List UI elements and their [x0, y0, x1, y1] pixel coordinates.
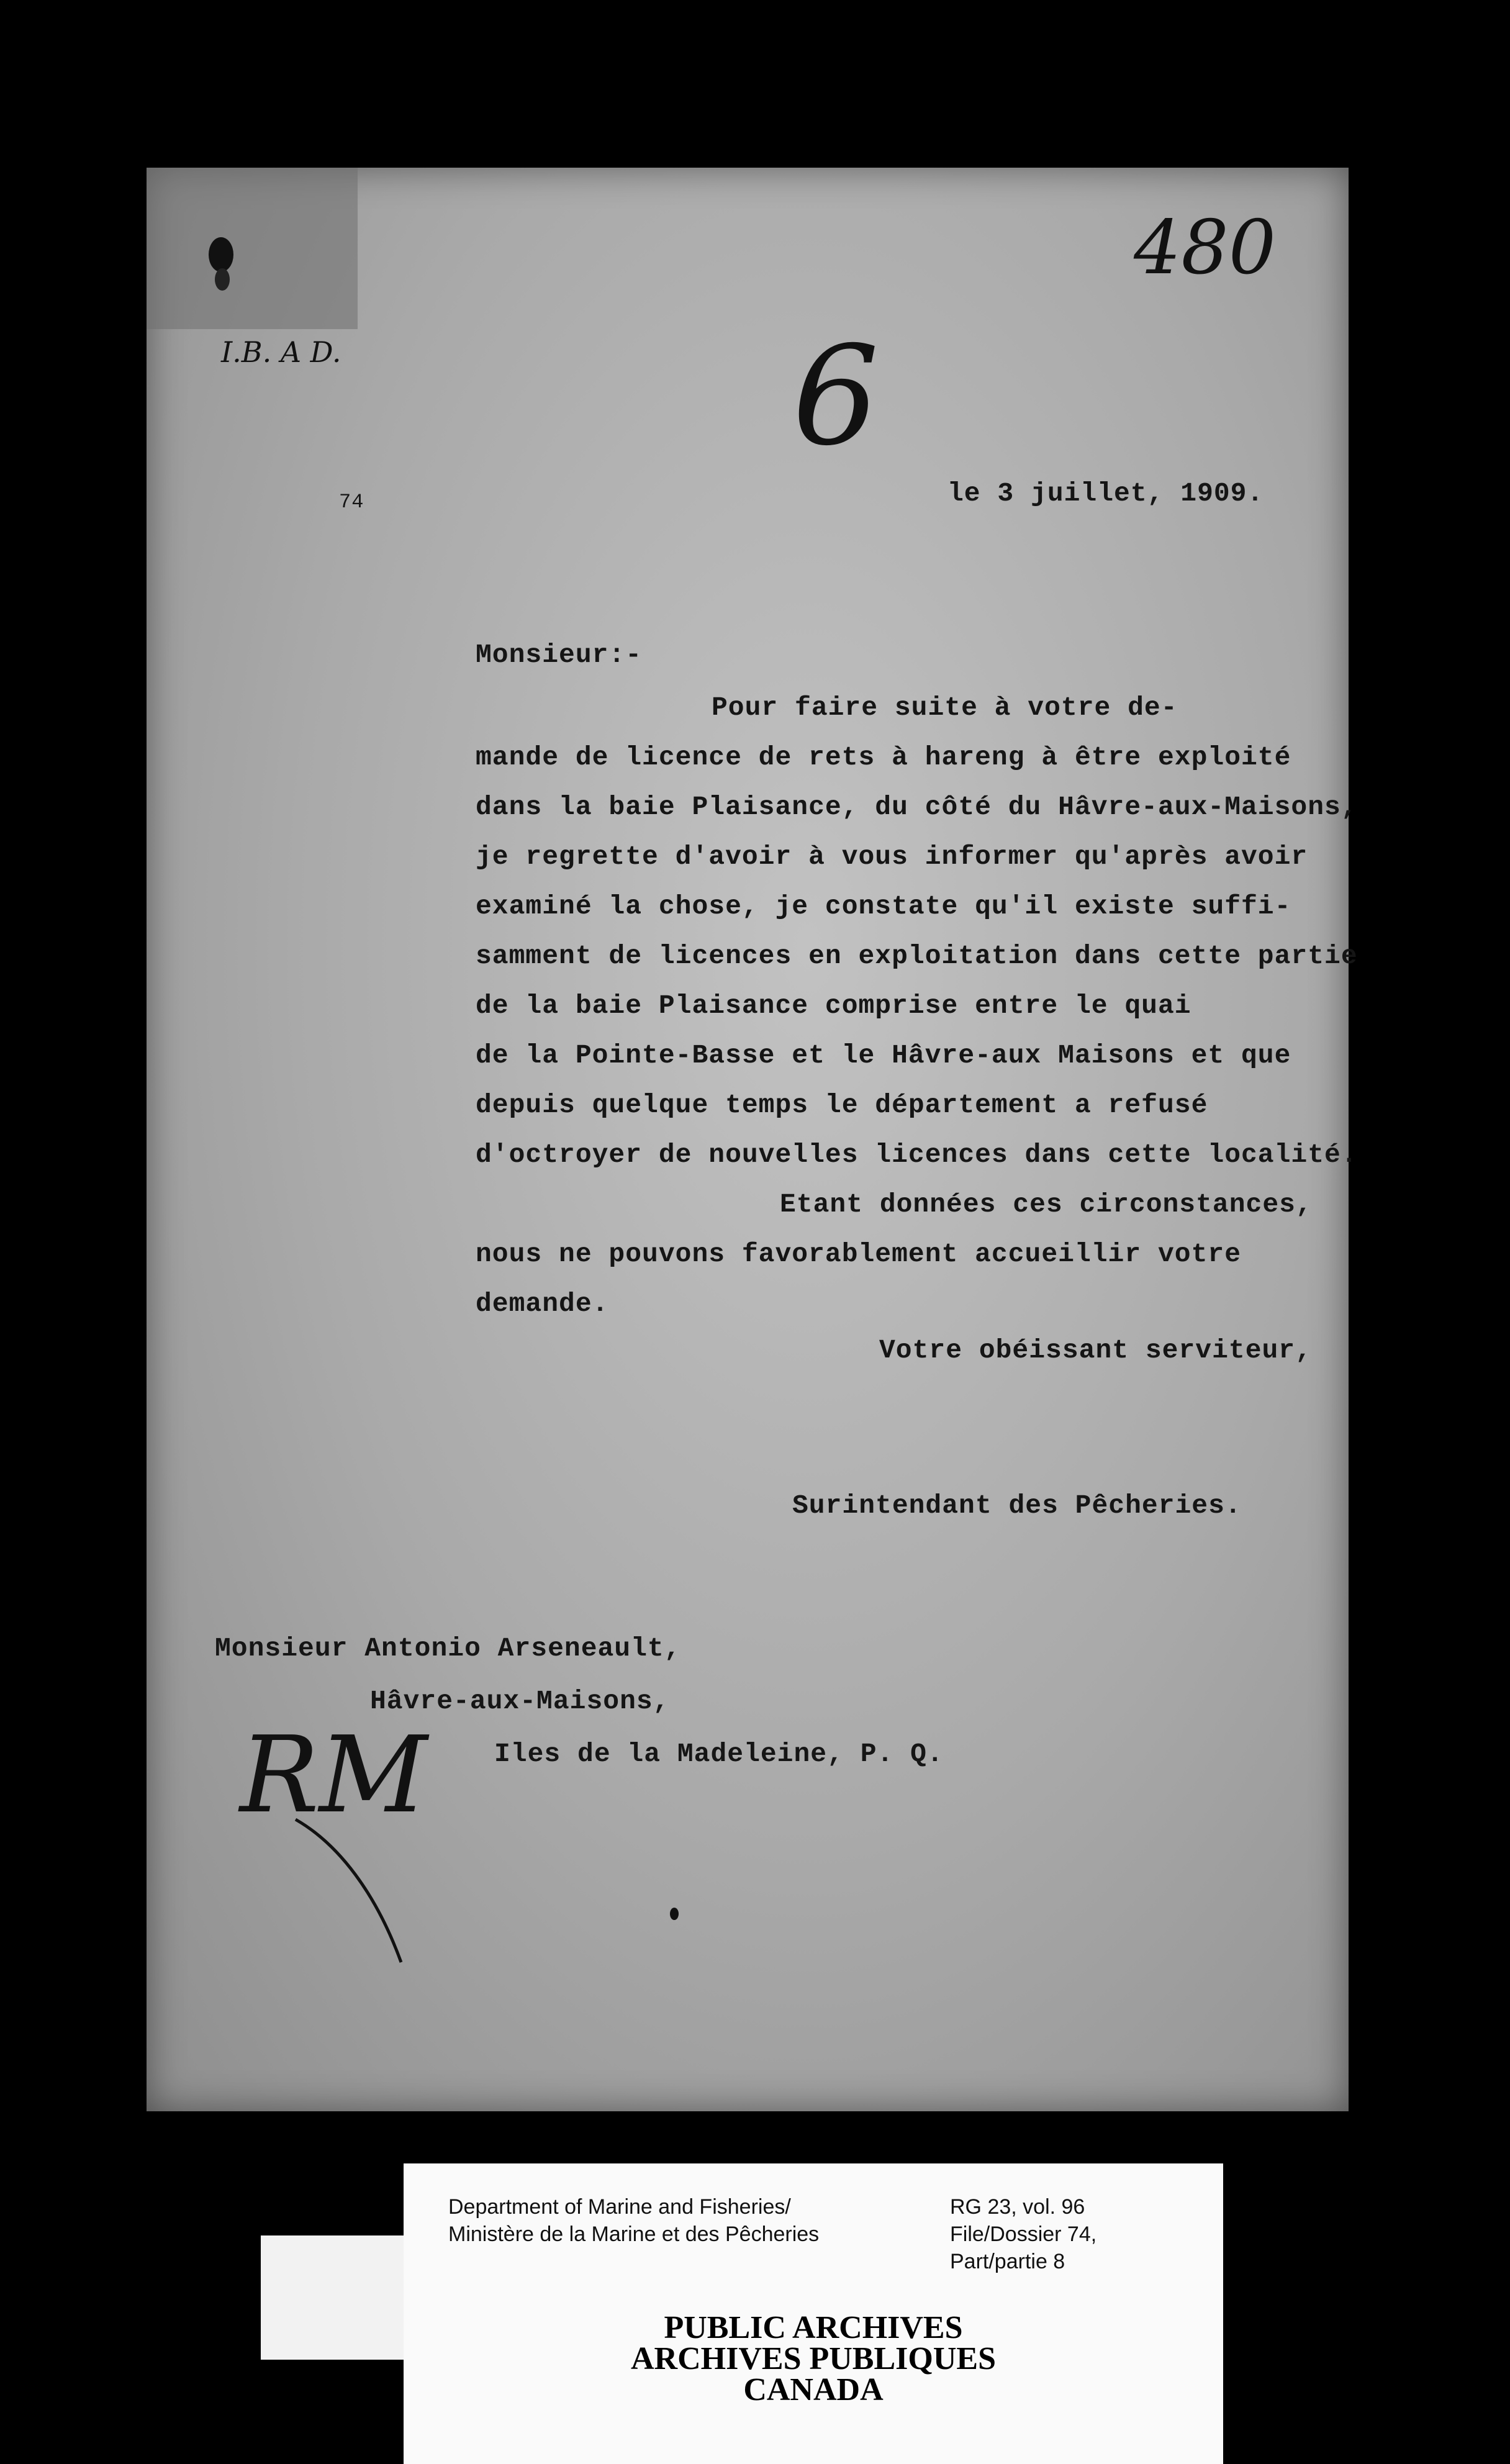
initials-flourish-icon: [289, 1807, 414, 1968]
body-line: Pour faire suite à votre de-: [712, 692, 1178, 723]
salutation: Monsieur:-: [476, 640, 643, 670]
addressee-region: Iles de la Madeleine, P. Q.: [494, 1739, 944, 1769]
body-line: de la Pointe-Basse et le Hâvre-aux Maisons et que: [476, 1040, 1291, 1071]
handwritten-mark: 6: [792, 317, 879, 476]
handwritten-initials: RM: [240, 1714, 428, 1837]
stamp-line: ARCHIVES PUBLIQUES: [630, 2341, 997, 2376]
body-line: nous ne pouvons favorablement accueillir votre: [476, 1239, 1241, 1269]
background-strip: [261, 2235, 410, 2360]
stamp-line: CANADA: [743, 2372, 884, 2407]
closing: Votre obéissant serviteur,: [879, 1335, 1312, 1366]
department-line: Ministère de la Marine et des Pêcheries: [448, 2222, 820, 2246]
handwritten-page-number: 480: [1134, 205, 1277, 291]
ink-dot-icon: [668, 1906, 680, 1921]
reference-line: Part/partie 8: [950, 2250, 1065, 2273]
department-line: Department of Marine and Fisheries/: [448, 2195, 791, 2219]
margin-number: 74: [339, 491, 364, 514]
body-line: dans la baie Plaisance, du côté du Hâvre-aux-Maisons,: [476, 792, 1358, 822]
document-page: [147, 168, 1358, 2111]
body-line: examiné la chose, je constate qu'il existe suffi-: [476, 891, 1291, 922]
department-block: [448, 2193, 819, 2248]
signature-title: Surintendant des Pêcheries.: [792, 1490, 1242, 1521]
body-line: mande de licence de rets à hareng à être exploité: [476, 742, 1291, 772]
body-line: je regrette d'avoir à vous informer qu'après avoir: [476, 841, 1308, 872]
reference-line: File/Dossier 74,: [950, 2222, 1097, 2246]
archives-stamp: [404, 2312, 1223, 2406]
reference-block: [950, 2193, 1096, 2275]
addressee-locality: Hâvre-aux-Maisons,: [370, 1686, 670, 1716]
handwritten-corner-note: I.B. A D.: [221, 335, 341, 369]
archive-label: [404, 2163, 1223, 2464]
body-line: d'octroyer de nouvelles licences dans cette localité.: [476, 1139, 1358, 1170]
stamp-line: PUBLIC ARCHIVES: [664, 2310, 963, 2345]
body-line: demande.: [476, 1289, 609, 1319]
paper-tab-shadow: [147, 168, 358, 329]
body-line: Etant données ces circonstances,: [780, 1189, 1313, 1220]
ink-blot-icon: [202, 230, 240, 298]
letter-date: le 3 juillet, 1909.: [947, 478, 1264, 509]
body-line: depuis quelque temps le département a refusé: [476, 1090, 1208, 1120]
body-line: de la baie Plaisance comprise entre le quai: [476, 990, 1191, 1021]
body-line: samment de licences en exploitation dans cette partie: [476, 941, 1358, 971]
reference-line: RG 23, vol. 96: [950, 2195, 1085, 2219]
addressee-name: Monsieur Antonio Arseneault,: [215, 1633, 681, 1664]
